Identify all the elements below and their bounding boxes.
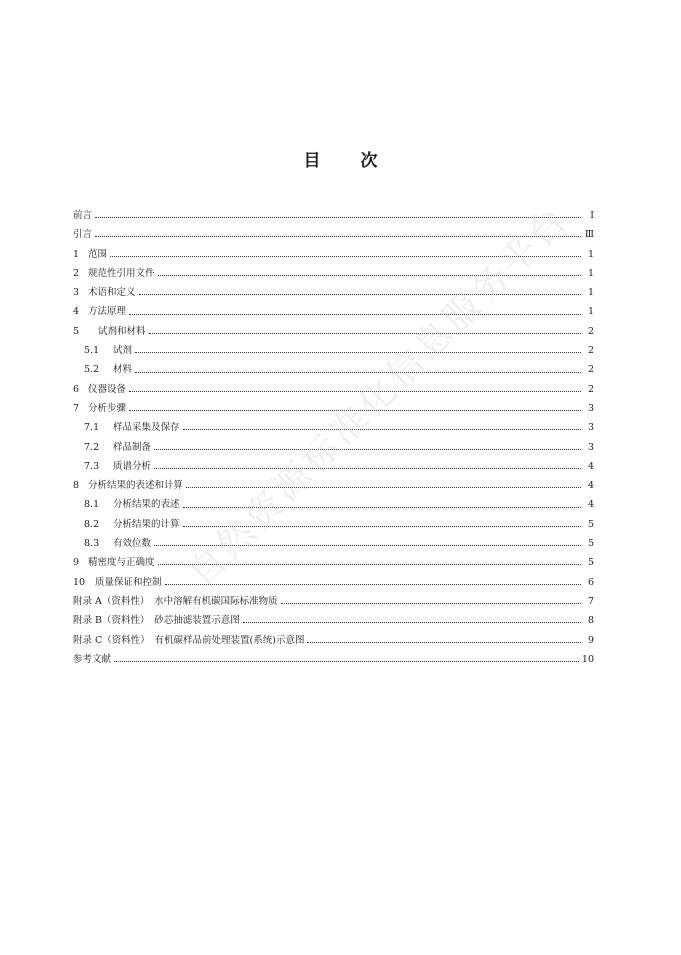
toc-entry[interactable] (73, 553, 594, 572)
toc-entry[interactable] (73, 283, 594, 302)
toc-entry[interactable] (73, 631, 594, 650)
toc-leader-dots (110, 245, 581, 264)
toc-entry-number: 5 (73, 325, 80, 337)
toc-entry-number: 6 (73, 383, 80, 395)
toc-leader-dots (154, 534, 581, 553)
toc-entry-number: 9 (73, 557, 80, 569)
toc-entry-number: 2 (73, 267, 80, 279)
toc-entry-label: 附录 A（资料性） 水中溶解有机碳国际标准物质 (73, 595, 278, 607)
toc-entry-page: 8 (587, 615, 594, 627)
table-of-contents (73, 206, 594, 669)
toc-entry[interactable] (73, 438, 594, 457)
toc-entry-label: 方法原理 (88, 306, 127, 318)
toc-entry-number: 8.2 (84, 518, 100, 530)
toc-entry-number: 7.3 (84, 460, 100, 472)
toc-entry-page: 3 (587, 441, 594, 453)
toc-entry-page: 1 (587, 267, 594, 279)
toc-entry-label: 前言 (73, 210, 93, 221)
toc-entry-page: 4 (587, 460, 594, 472)
toc-leader-dots (95, 206, 581, 225)
toc-entry-label: 参考文献 (73, 653, 112, 665)
toc-entry-page: 1 (587, 248, 594, 260)
toc-entry-label: 精密度与正确度 (88, 557, 155, 569)
toc-entry[interactable] (73, 418, 594, 437)
toc-entry-page: 5 (587, 538, 594, 550)
toc-entry[interactable] (73, 457, 594, 476)
toc-entry-page: 2 (587, 383, 594, 395)
toc-entry-page: 2 (587, 345, 594, 357)
toc-entry-label: 仪器设备 (88, 383, 127, 395)
toc-entry-label: 范围 (88, 248, 108, 260)
toc-entry-page: 6 (587, 576, 594, 588)
toc-entry-number: 7.1 (84, 422, 100, 434)
toc-entry-label: 附录 B（资料性） 砂芯抽滤装置示意图 (73, 615, 240, 627)
toc-leader-dots (95, 225, 581, 244)
toc-entry-number: 10 (73, 576, 86, 588)
toc-entry-number: 5.1 (84, 345, 100, 357)
toc-leader-dots (154, 438, 581, 457)
toc-entry-label: 分析步骤 (88, 402, 127, 414)
toc-entry-page: 9 (587, 634, 594, 646)
toc-entry-number: 7.2 (84, 441, 100, 453)
toc-entry[interactable] (73, 380, 594, 399)
toc-entry-number: 1 (73, 248, 80, 260)
toc-entry-page: 4 (587, 499, 594, 511)
watermark: 自然资源标准化信息服务平台 (180, 197, 578, 595)
toc-entry-label: 试剂 (113, 345, 133, 357)
toc-entry[interactable] (73, 302, 594, 321)
toc-leader-dots (183, 496, 581, 515)
toc-leader-dots (114, 650, 579, 669)
toc-entry-label: 术语和定义 (88, 287, 136, 299)
toc-entry-page: 10 (581, 653, 594, 665)
toc-entry-page: 4 (587, 480, 594, 492)
toc-leader-dots (154, 457, 581, 476)
toc-entry-page: 3 (587, 402, 594, 414)
toc-entry[interactable] (73, 515, 594, 534)
toc-entry[interactable] (73, 360, 594, 379)
toc-entry-page: 1 (587, 287, 594, 299)
toc-entry[interactable] (73, 322, 594, 341)
toc-entry-number: 8.3 (84, 538, 100, 550)
toc-entry-label: 分析结果的表述和计算 (88, 480, 184, 492)
toc-leader-dots (139, 283, 581, 302)
toc-leader-dots (307, 631, 581, 650)
toc-entry-page: 5 (587, 557, 594, 569)
toc-entry[interactable] (73, 495, 594, 514)
toc-entry[interactable] (73, 611, 594, 630)
toc-entry[interactable] (73, 399, 594, 418)
toc-entry-label: 有效位数 (113, 538, 152, 550)
toc-entry-page: 7 (587, 595, 594, 607)
title-char-1: 目 (303, 151, 321, 171)
toc-entry[interactable] (73, 650, 594, 669)
toc-entry-number: 5.2 (84, 364, 100, 376)
toc-entry-label: 样品制备 (113, 441, 152, 453)
toc-leader-dots (281, 592, 581, 611)
toc-entry-page: 3 (587, 422, 594, 434)
toc-leader-dots (183, 515, 581, 534)
toc-entry-label: 样品采集及保存 (113, 422, 180, 434)
toc-entry-number: 3 (73, 287, 80, 299)
toc-entry-number: 8.1 (84, 499, 100, 511)
toc-entry-page: Ⅲ (584, 229, 594, 241)
toc-entry-number: 7 (73, 402, 80, 414)
toc-entry-page: 2 (587, 364, 594, 376)
toc-entry[interactable] (73, 264, 594, 283)
title-char-2: 次 (360, 151, 378, 171)
toc-entry[interactable] (73, 341, 594, 360)
toc-entry[interactable] (73, 592, 594, 611)
toc-entry-label: 分析结果的计算 (113, 518, 180, 530)
toc-entry[interactable] (73, 225, 594, 244)
toc-entry[interactable] (73, 534, 594, 553)
toc-entry-page: Ⅰ (590, 210, 594, 221)
toc-entry-label: 附录 C（资料性） 有机碳样品前处理装置(系统)示意图 (73, 634, 305, 646)
toc-entry-label: 试剂和材料 (98, 325, 146, 337)
toc-entry-label: 引言 (73, 229, 93, 241)
toc-leader-dots (186, 476, 581, 495)
toc-leader-dots (149, 322, 581, 341)
toc-leader-dots (129, 380, 581, 399)
toc-entry[interactable] (73, 476, 594, 495)
toc-entry[interactable] (73, 206, 594, 225)
toc-leader-dots (165, 573, 581, 592)
toc-entry-page: 1 (587, 306, 594, 318)
toc-entry-page: 2 (587, 325, 594, 337)
toc-leader-dots (183, 418, 581, 437)
toc-entry[interactable] (73, 573, 594, 592)
toc-entry-page: 5 (587, 518, 594, 530)
toc-leader-dots (129, 399, 581, 418)
toc-entry[interactable] (73, 245, 594, 264)
toc-leader-dots (243, 611, 581, 630)
toc-entry-label: 质量保证和控制 (95, 576, 162, 588)
toc-leader-dots (129, 303, 581, 322)
toc-entry-label: 分析结果的表述 (113, 499, 180, 511)
toc-entry-number: 8 (73, 480, 80, 492)
page-title (0, 146, 681, 171)
toc-leader-dots (158, 264, 581, 283)
toc-entry-number: 4 (73, 306, 80, 318)
toc-entry-label: 材料 (113, 364, 133, 376)
toc-leader-dots (135, 341, 581, 360)
toc-leader-dots (135, 361, 581, 380)
toc-leader-dots (158, 553, 581, 572)
toc-entry-label: 规范性引用文件 (88, 267, 155, 279)
toc-entry-label: 质谱分析 (113, 460, 152, 472)
